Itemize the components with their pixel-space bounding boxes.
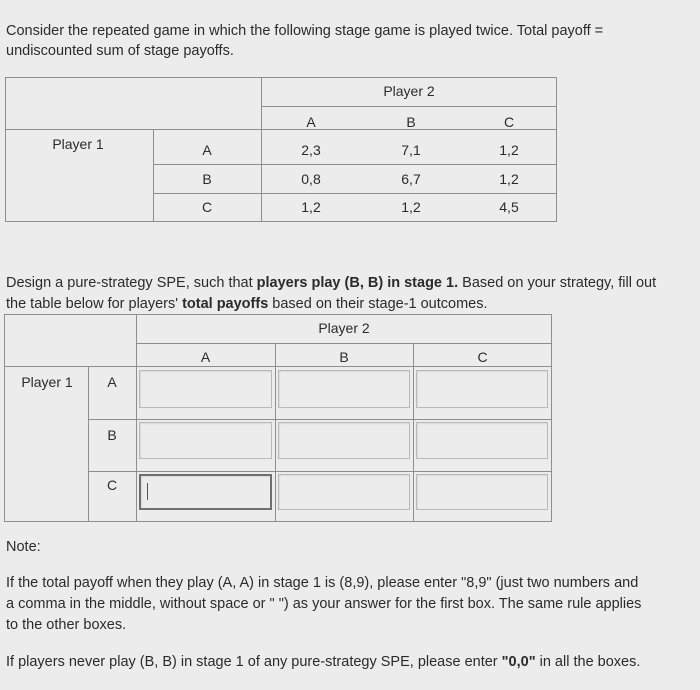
answer-table [4,314,552,522]
player1-label: Player 1 [52,136,104,152]
payoff-a-c: 1,2 [499,142,519,158]
answer-row-header-c: C [106,477,118,493]
answer-col-header-a: A [200,349,211,365]
answer-input-b-a[interactable] [139,422,272,459]
note-p1-line-1: If the total payoff when they play (A, A) in stage 1 is (8,9), please enter "8,9" (just two numbers and [6,575,639,591]
instruction-line-2: the table below for players' total payoffs based on their stage-1 outcomes. [6,296,488,312]
answer-player1-label: Player 1 [21,374,73,390]
answer-col-header-b: B [339,349,349,365]
payoff-c-b: 1,2 [401,199,421,215]
payoff-a-b: 7,1 [401,142,421,158]
stage-game-table [5,77,557,222]
payoff-b-b: 6,7 [401,171,421,187]
note-p1-line-2: a comma in the middle, without space or " ") as your answer for the first box. The same rule applies [6,596,642,612]
col-header-c: C [503,114,515,130]
payoff-c-a: 1,2 [301,199,321,215]
answer-input-c-a[interactable] [139,474,272,510]
note-p2: If players never play (B, B) in stage 1 of any pure-strategy SPE, please enter "0,0" in all the boxes. [6,654,641,670]
text-cursor [147,483,148,500]
payoff-b-c: 1,2 [499,171,519,187]
answer-input-a-a[interactable] [139,370,272,408]
answer-player2-label: Player 2 [318,320,370,336]
row-header-a: A [202,142,212,158]
col-header-a: A [306,114,316,130]
row-header-b: B [202,171,212,187]
payoff-c-c: 4,5 [499,199,519,215]
question-line-1: Consider the repeated game in which the following stage game is played twice. Total payoff = [6,23,604,39]
answer-input-c-b[interactable] [278,474,410,510]
answer-input-a-b[interactable] [278,370,410,408]
answer-input-b-b[interactable] [278,422,410,459]
answer-input-b-c[interactable] [416,422,548,459]
note-p1-line-3: to the other boxes. [6,617,127,633]
answer-input-a-c[interactable] [416,370,548,408]
col-header-b: B [406,114,416,130]
answer-col-header-c: C [477,349,488,365]
answer-row-header-a: A [107,374,117,390]
instruction-line-1: Design a pure-strategy SPE, such that players play (B, B) in stage 1. Based on your strategy, fill out [6,275,657,291]
answer-row-header-b: B [107,427,117,443]
payoff-b-a: 0,8 [301,171,321,187]
payoff-a-a: 2,3 [301,142,321,158]
note-title: Note: [6,539,41,555]
player2-label: Player 2 [383,83,435,99]
row-header-c: C [201,199,213,215]
question-line-2: undiscounted sum of stage payoffs. [6,43,234,59]
answer-input-c-c[interactable] [416,474,548,510]
